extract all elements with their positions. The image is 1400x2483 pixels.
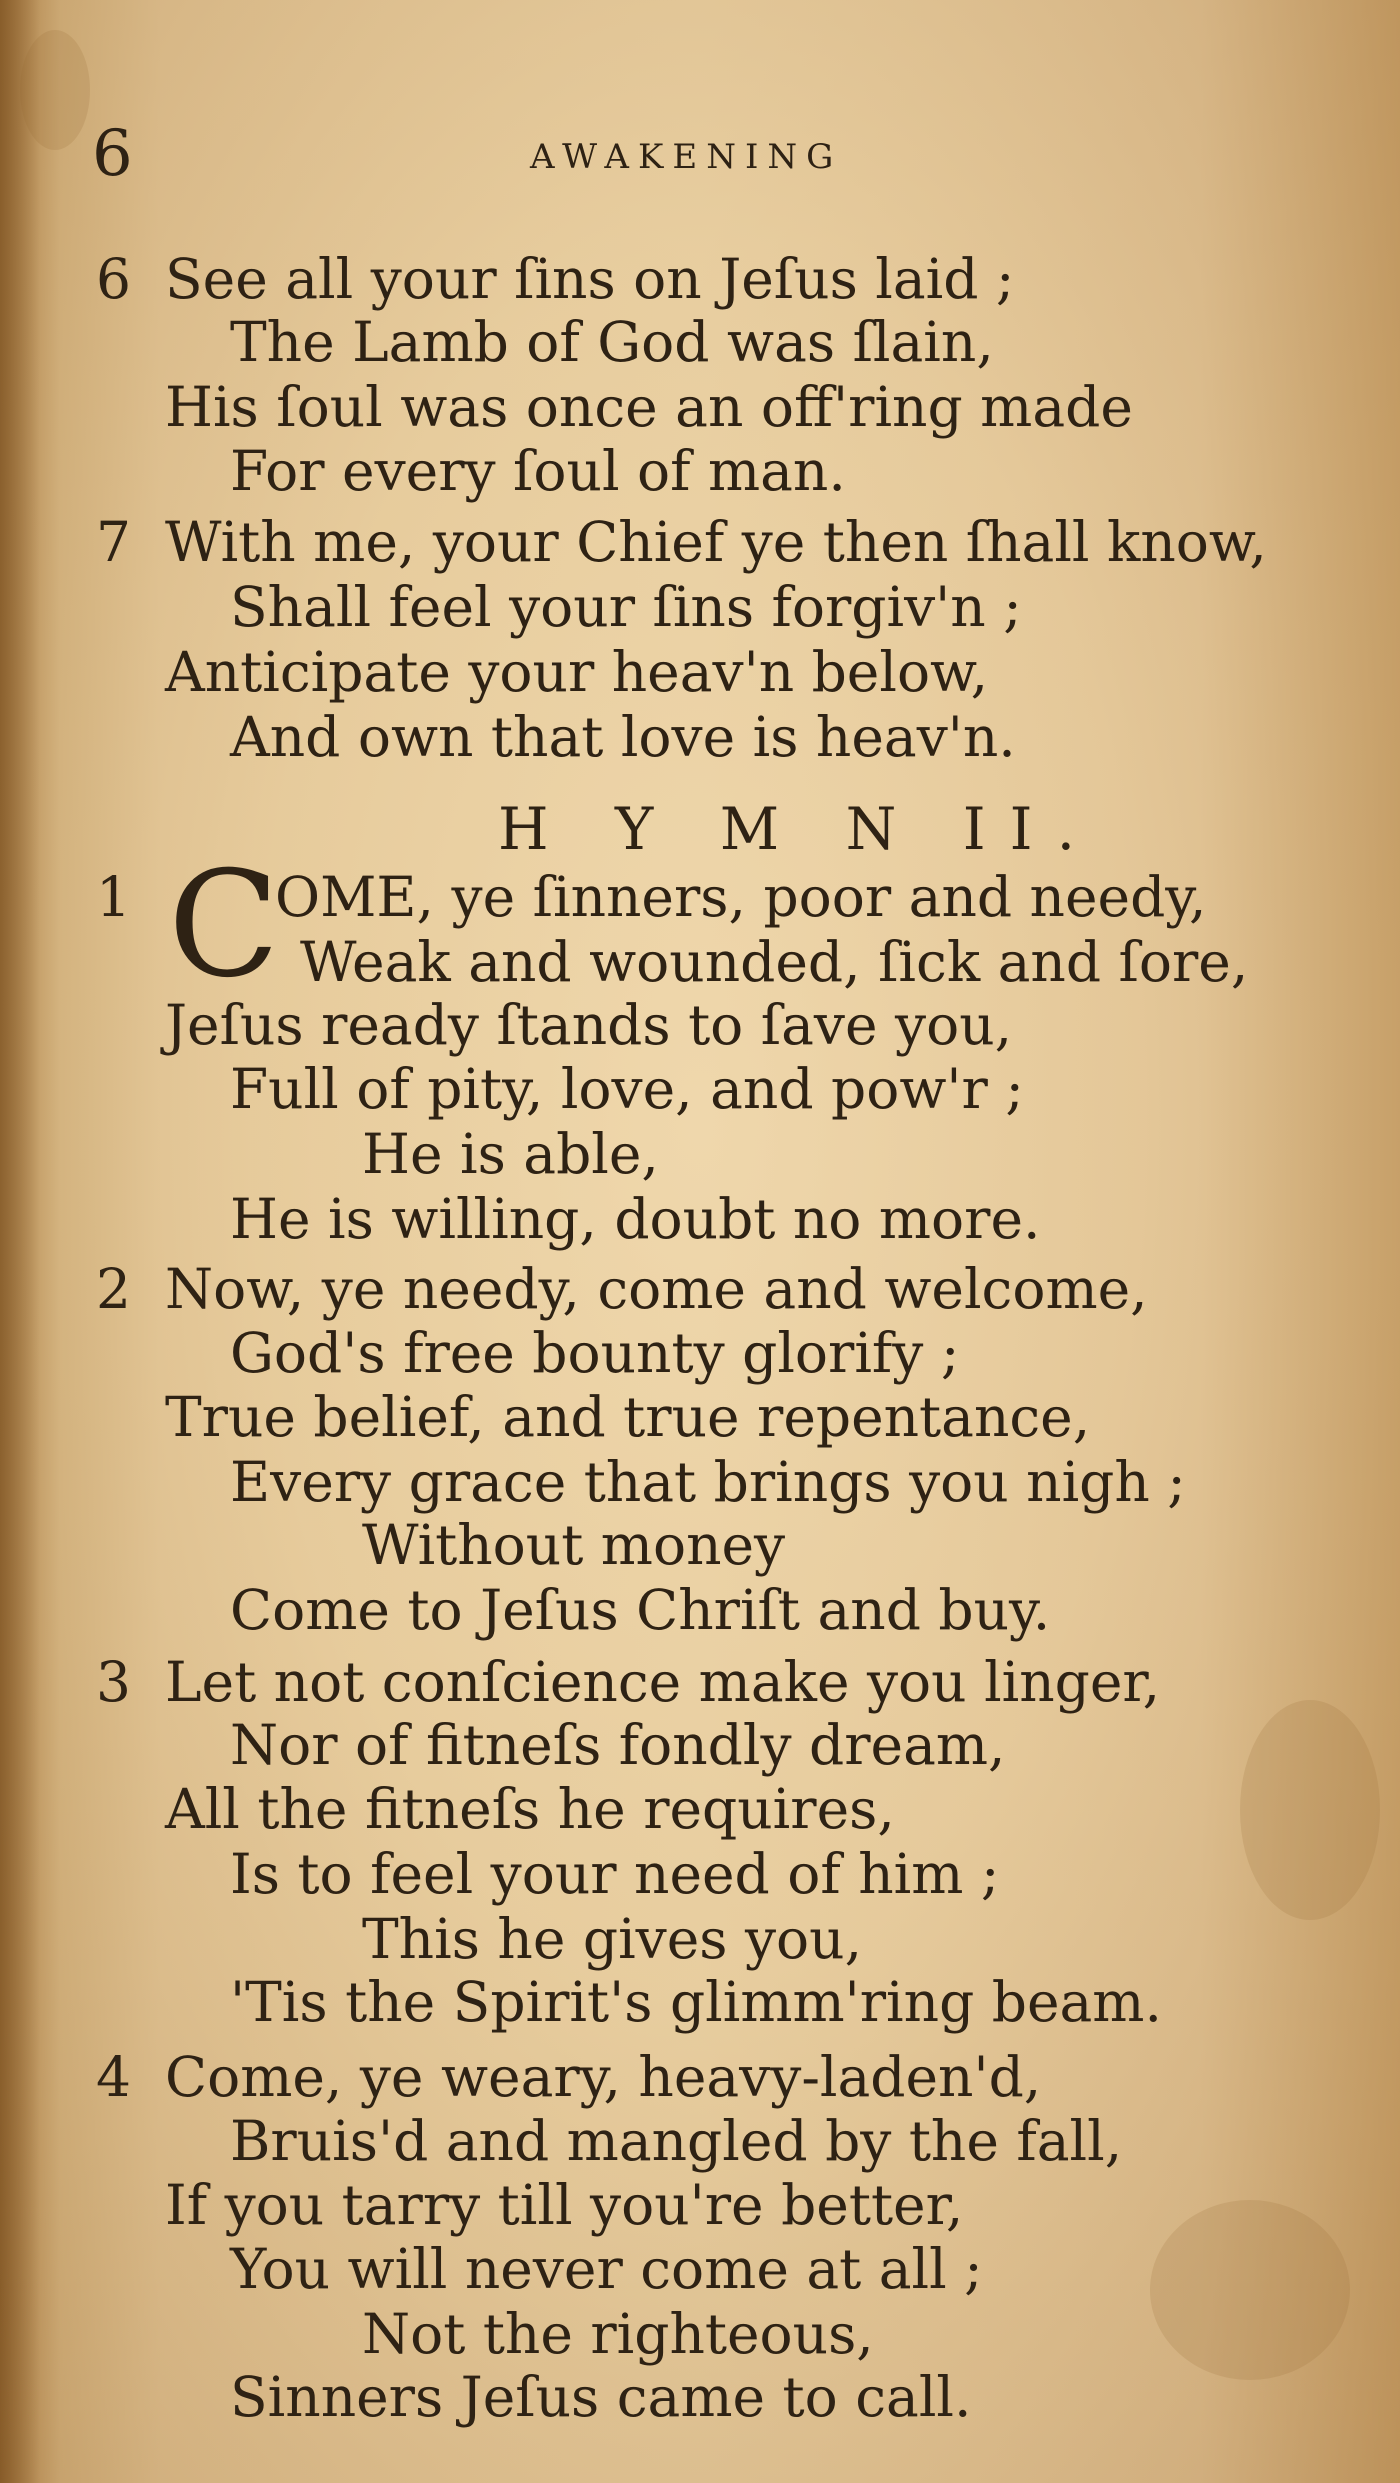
verse-line: He is willing, doubt no more. xyxy=(230,1187,1041,1251)
verse-line: Come to Jeſus Chriſt and buy. xyxy=(230,1578,1051,1642)
verse-line: Is to feel your need of him ; xyxy=(230,1842,1000,1906)
page-number: 6 xyxy=(92,117,133,191)
verse-line: And own that love is heav'n. xyxy=(230,705,1016,769)
paper-stain xyxy=(1150,2200,1350,2380)
verse-line: For every ſoul of man. xyxy=(230,439,846,503)
verse-line: With me, your Chief ye then ſhall know, xyxy=(165,510,1267,574)
verse-line: His ſoul was once an off'ring made xyxy=(165,375,1133,439)
verse-line: The Lamb of God was ſlain, xyxy=(230,310,994,374)
verse-line: 'Tis the Spirit's glimm'ring beam. xyxy=(230,1970,1162,2034)
verse-line: He is able, xyxy=(362,1122,659,1186)
verse-line: Weak and wounded, ſick and ſore, xyxy=(300,930,1249,994)
verse-line: Shall feel your ſins forgiv'n ; xyxy=(230,575,1022,639)
paper-stain xyxy=(1240,1700,1380,1920)
verse-line: Not the righteous, xyxy=(362,2302,874,2366)
verse-line: Anticipate your heav'n below, xyxy=(165,640,989,704)
verse-line: God's free bounty glorify ; xyxy=(230,1321,960,1385)
verse-line: All the fitneſs he requires, xyxy=(165,1777,895,1841)
running-head: AWAKENING xyxy=(530,137,843,177)
hymn-title: H Y M N II. xyxy=(498,795,1100,863)
verse-line: If you tarry till you're better, xyxy=(165,2173,964,2237)
verse-line: This he gives you, xyxy=(362,1907,863,1971)
verse-number: 4 xyxy=(96,2045,131,2109)
verse-line: Let not conſcience make you linger, xyxy=(165,1650,1161,1714)
verse-line: You will never come at all ; xyxy=(230,2237,983,2301)
verse-line: Nor of fitneſs fondly dream, xyxy=(230,1713,1006,1777)
verse-line: Come, ye weary, heavy-laden'd, xyxy=(165,2045,1042,2109)
verse-line: Without money xyxy=(362,1513,786,1577)
drop-cap: C xyxy=(168,840,280,1010)
verse-line: Bruis'd and mangled by the fall, xyxy=(230,2109,1123,2173)
verse-line: Jeſus ready ſtands to ſave you, xyxy=(165,993,1013,1057)
verse-number: 6 xyxy=(96,247,131,311)
verse-line: OME, ye ſinners, poor and needy, xyxy=(275,865,1207,929)
verse-line: Sinners Jeſus came to call. xyxy=(230,2365,972,2429)
verse-line: Full of pity, love, and pow'r ; xyxy=(230,1057,1024,1121)
verse-number: 1 xyxy=(96,865,131,929)
verse-number: 2 xyxy=(96,1257,131,1321)
paper-stain xyxy=(20,30,90,150)
verse-line: See all your ſins on Jeſus laid ; xyxy=(165,247,1015,311)
verse-number: 7 xyxy=(96,510,131,574)
verse-line: Every grace that brings you nigh ; xyxy=(230,1450,1186,1514)
verse-number: 3 xyxy=(96,1650,131,1714)
verse-line: Now, ye needy, come and welcome, xyxy=(165,1257,1148,1321)
verse-line: True belief, and true repentance, xyxy=(165,1385,1091,1449)
page-edge-shadow xyxy=(0,0,40,2483)
